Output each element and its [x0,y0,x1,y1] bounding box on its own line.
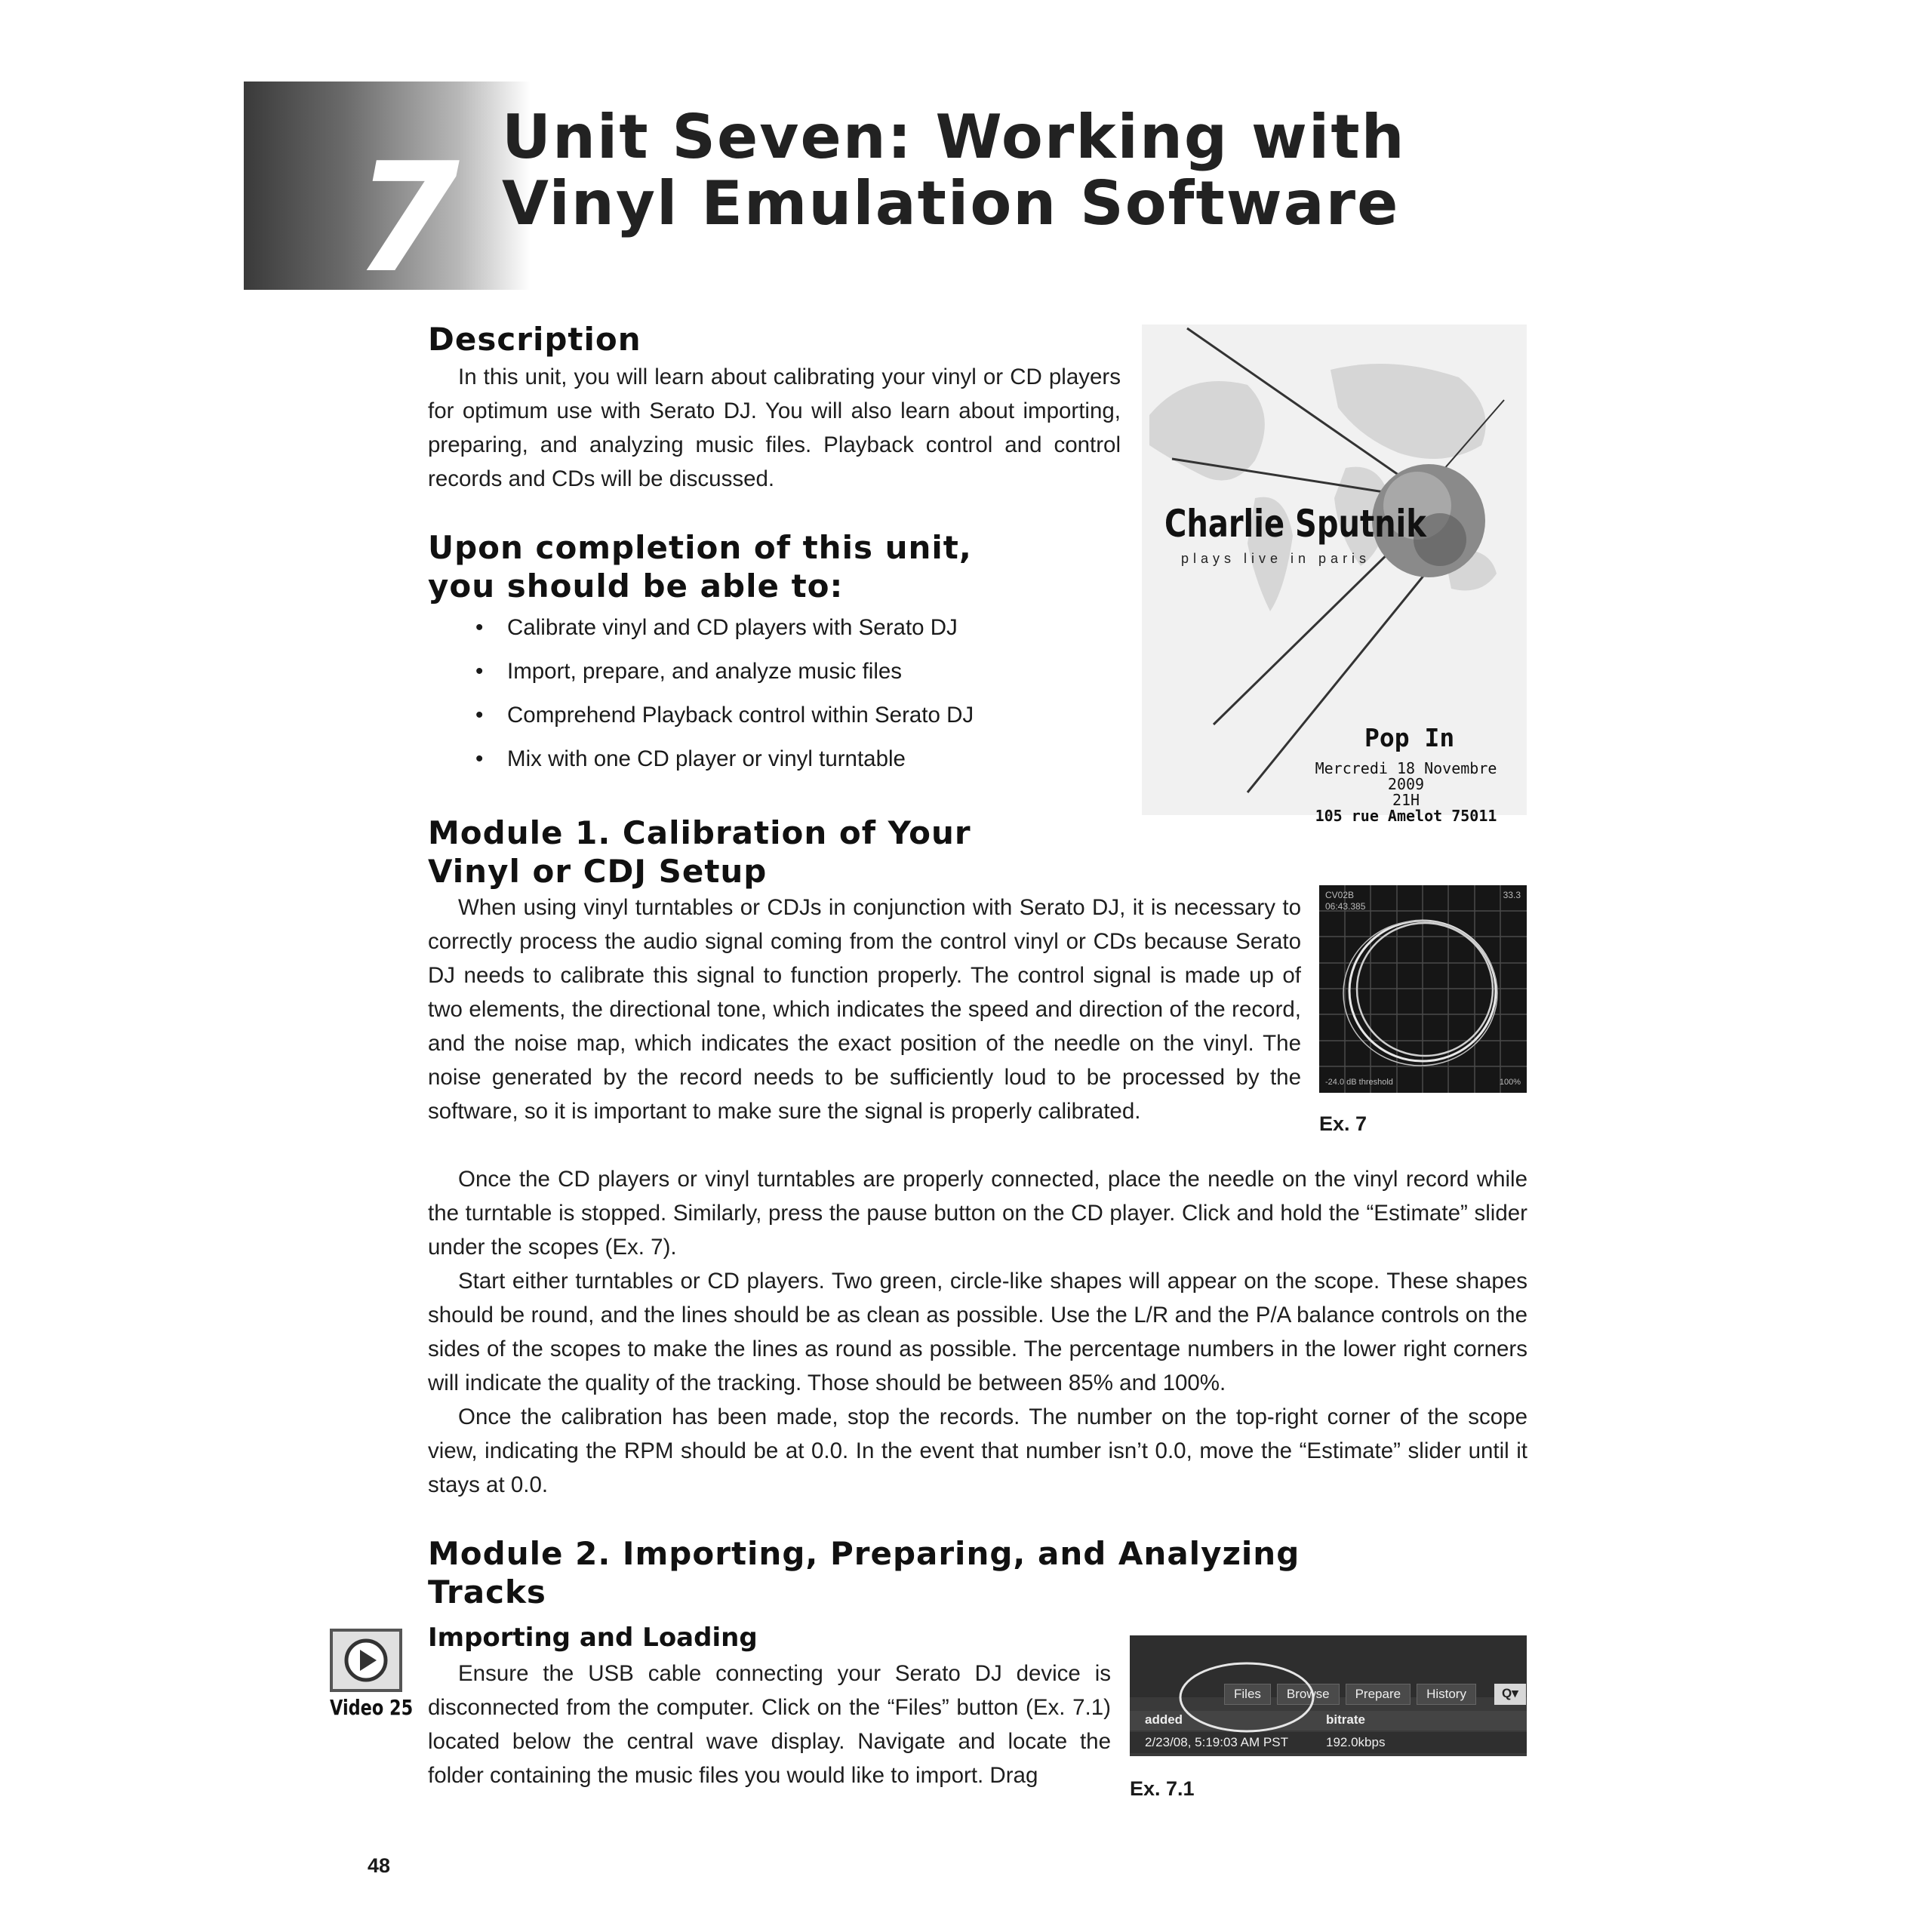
scope-caption: Ex. 7 [1319,1112,1367,1135]
module1-paragraph3: Start either turntables or CD players. Two green, circle-like shapes will appear on the scope. These shapes should be round, and the lines should be as clean as possible. Use the L/R and the P/A balance controls on the sides of the scopes to make the lines as round as possible. The percentage numbers in the lower right corners will indicate the quality of the tracking. Those should be between 85% and 100%. [428,1269,1527,1395]
files-button[interactable]: Files [1224,1684,1271,1705]
video-label: Video 25 [330,1695,414,1720]
scope-readout-top-left [1325,890,1365,912]
module2-subheading: Importing and Loading [428,1623,758,1653]
module2-heading-line1: Module 2. Importing, Preparing, and Analyzing [428,1535,1300,1572]
list-item: • Import, prepare, and analyze music files [475,650,1117,694]
scope-time: 06:43.385 [1325,901,1366,912]
list-item: • Mix with one CD player or vinyl turntable [475,737,1117,781]
row-bitrate: 192.0kbps [1326,1735,1386,1749]
scope-track-id: CV02B [1325,890,1355,900]
module1-heading [428,814,971,891]
scope-quality: 100% [1499,1078,1521,1087]
scope-rpm: 33.3 [1503,890,1521,900]
poster-artwork [1142,325,1527,815]
unit-title [502,104,1543,237]
module1-paragraph1-block [428,891,1301,1128]
page-number: 48 [368,1854,391,1877]
scope-threshold: -24.0 dB threshold [1325,1078,1393,1087]
module2-body [428,1657,1111,1792]
column-added: added [1145,1712,1183,1727]
unit-title-line1: Unit Seven: Working with [502,102,1406,172]
poster-tagline: plays live in paris [1181,551,1371,566]
list-item: • Comprehend Playback control within Serato DJ [475,694,1117,737]
objectives-heading-line2: you should be able to: [428,568,844,605]
list-item: • Calibrate vinyl and CD players with Serato DJ [475,606,1117,650]
scope-image [1319,885,1527,1093]
play-icon [333,1632,399,1689]
video-badge[interactable] [330,1629,402,1692]
poster-name: Charlie Sputnik [1164,502,1426,546]
poster-venue: Pop In [1364,723,1455,752]
prepare-button[interactable]: Prepare [1346,1684,1411,1705]
module1-paragraph4: Once the calibration has been made, stop the records. The number on the top-right corner of the scope view, indicating the RPM should be at 0.0. In the event that number isn’t 0.0, move the “Estimate” slider until it stays at 0.0. [428,1404,1527,1497]
module1-paragraph1: When using vinyl turntables or CDJs in conjunction with Serato DJ, it is necessary to correctly process the audio signal coming from the control vinyl or CDs because Serato DJ needs to calibrate this signal to function properly. The control signal is made up of two elements, the directional tone, which indicates the speed and direction of the record, and the noise map, which indicates the exact position of the needle on the vinyl. The noise generated by the record needs to be sufficiently loud to be processed by the software, so it is important to make sure the signal is properly calibrated. [428,895,1301,1124]
row-added: 2/23/08, 5:19:03 AM PST [1145,1735,1288,1749]
files-panel-image [1130,1635,1527,1756]
unit-number: 7 [355,131,460,306]
module2-heading [428,1534,1300,1611]
poster-details [1293,761,1519,824]
module1-heading-line1: Module 1. Calibration of Your [428,814,971,851]
poster-address: 105 rue Amelot 75011 [1315,807,1497,825]
module1-paragraph2: Once the CD players or vinyl turntables are properly connected, place the needle on the vinyl record while the turntable is stopped. Similarly, press the pause button on the CD player. Click and hold the “Estimate” slider under the scopes (Ex. 7). [428,1167,1527,1260]
description-body [428,360,1121,496]
poster-image [1142,325,1527,825]
search-icon[interactable]: Q▾ [1494,1684,1526,1705]
description-heading: Description [428,321,641,358]
unit-title-line2: Vinyl Emulation Software [502,168,1400,238]
scope-graphic [1319,885,1527,1093]
highlight-ellipse [1175,1658,1326,1741]
browse-button[interactable]: Browse [1277,1684,1340,1705]
column-bitrate: bitrate [1326,1712,1365,1727]
description-paragraph: In this unit, you will learn about calibrating your vinyl or CD players for optimum use with Serato DJ. You will also learn about importing, preparing, and analyzing music files. Playback control and control records and CDs will be discussed. [428,365,1121,491]
poster-date: Mercredi 18 Novembre 2009 [1315,759,1497,793]
module1-continued [428,1162,1527,1502]
module1-heading-line2: Vinyl or CDJ Setup [428,853,768,890]
objectives-heading [428,528,972,605]
history-button[interactable]: History [1417,1684,1476,1705]
objectives-list [475,606,1117,781]
poster-time: 21H [1392,791,1420,809]
module2-heading-line2: Tracks [428,1574,546,1611]
objectives-heading-line1: Upon completion of this unit, [428,529,972,566]
files-panel-caption: Ex. 7.1 [1130,1777,1195,1800]
module2-paragraph: Ensure the USB cable connecting your Serato DJ device is disconnected from the computer. Click on the “Files” button (Ex. 7.1) located below the central wave display. Navigate and locate the folder containing the music files you would like to import. Drag [428,1661,1111,1788]
